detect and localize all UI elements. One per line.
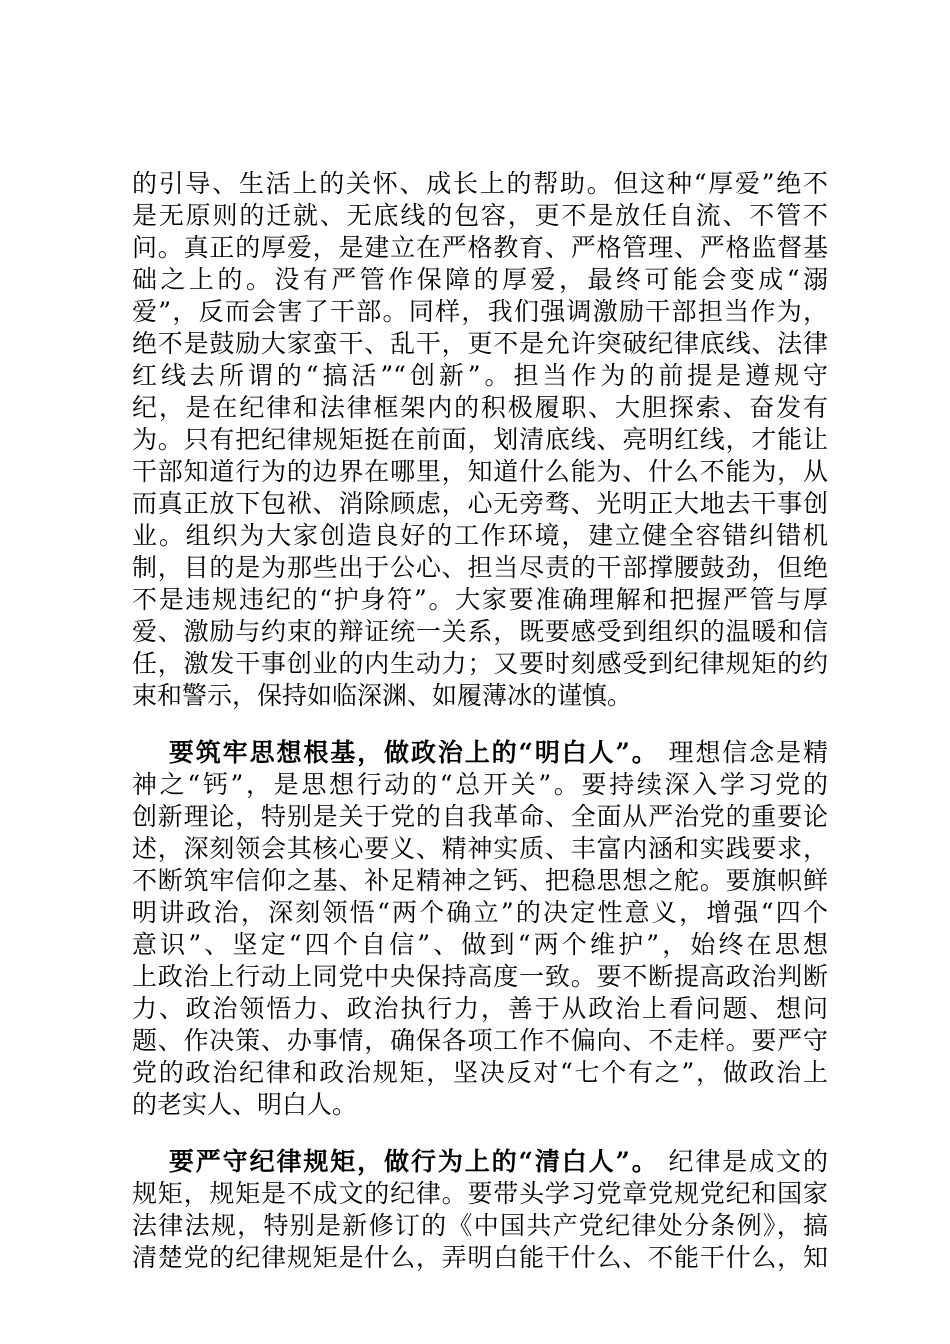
text-line: 清楚党的纪律规矩是什么，弄明白能干什么、不能干什么，知 <box>132 1243 828 1272</box>
text-line: 的引导、生活上的关怀、成长上的帮助。但这种“厚爱”绝不 <box>132 169 828 198</box>
text-line: 的老实人、明白人。 <box>132 1090 358 1119</box>
text-line: 红线去所谓的“搞活”“创新”。担当作为的前提是遵规守 <box>132 361 828 390</box>
paragraph-3 <box>132 1146 828 1274</box>
text-line: 爱、激励与约束的辩证统一关系，既要感受到组织的温暖和信 <box>132 617 828 646</box>
text-line: 纪，是在纪律和法律框架内的积极履职、大胆探索、奋发有 <box>132 393 828 422</box>
text-line: 力、政治领悟力、政治执行力，善于从政治上看问题、想问 <box>132 994 828 1023</box>
text-line: 意识”、坚定“四个自信”、做到“两个维护”，始终在思想 <box>132 930 828 959</box>
text-run: 理想信念是精 <box>658 738 828 767</box>
text-line: 是无原则的迁就、无底线的包容，更不是放任自流、不管不 <box>132 201 828 230</box>
text-line: 述，深刻领会其核心要义、精神实质、丰富内涵和实践要求， <box>132 834 828 863</box>
paragraph-first-line <box>132 1146 828 1178</box>
text-line: 党的政治纪律和政治规矩，坚决反对“七个有之”，做政治上 <box>132 1058 828 1087</box>
section-heading: 要筑牢思想根基，做政治上的“明白人”。 <box>167 738 659 767</box>
section-heading: 要严守纪律规矩，做行为上的“清白人”。 <box>167 1147 659 1176</box>
text-line: 神之“钙”，是思想行动的“总开关”。要持续深入学习党的 <box>132 770 828 799</box>
text-line: 干部知道行为的边界在哪里，知道什么能为、什么不能为，从 <box>132 457 828 486</box>
text-line: 制，目的是为那些出于公心、担当尽责的干部撑腰鼓劲，但绝 <box>132 553 828 582</box>
text-line: 爱”，反而会害了干部。同样，我们强调激励干部担当作为， <box>132 297 828 326</box>
paragraph-first-line <box>132 737 828 769</box>
paragraph-gap <box>132 1121 828 1146</box>
text-run: 纪律是成文的 <box>658 1147 828 1176</box>
text-line: 创新理论，特别是关于党的自我革命、全面从严治党的重要论 <box>132 802 828 831</box>
text-line: 题、作决策、办事情，确保各项工作不偏向、不走样。要严守 <box>132 1026 828 1055</box>
text-line: 规矩，规矩是不成文的纪律。要带头学习党章党规党纪和国家 <box>132 1179 828 1208</box>
text-line: 任，激发干事创业的内生动力；又要时刻感受到纪律规矩的约 <box>132 649 828 678</box>
text-line: 绝不是鼓励大家蛮干、乱干，更不是允许突破纪律底线、法律 <box>132 329 828 358</box>
text-line: 束和警示，保持如临深渊、如履薄冰的谨慎。 <box>132 681 633 710</box>
text-line: 不断筑牢信仰之基、补足精神之钙、把稳思想之舵。要旗帜鲜 <box>132 866 828 895</box>
text-line: 础之上的。没有严管作保障的厚爱，最终可能会变成“溺 <box>132 265 828 294</box>
text-line: 明讲政治，深刻领悟“两个确立”的决定性意义，增强“四个 <box>132 898 828 927</box>
text-line: 不是违规违纪的“护身符”。大家要准确理解和把握严管与厚 <box>132 585 828 614</box>
text-line: 法律法规，特别是新修订的《中国共产党纪律处分条例》，搞 <box>132 1211 828 1240</box>
paragraph-2 <box>132 737 828 1121</box>
text-line: 为。只有把纪律规矩挺在前面，划清底线、亮明红线，才能让 <box>132 425 828 454</box>
document-page <box>132 168 828 1274</box>
text-line: 而真正放下包袱、消除顾虑，心无旁骛、光明正大地去干事创 <box>132 489 828 518</box>
paragraph-1 <box>132 168 828 712</box>
text-line: 上政治上行动上同党中央保持高度一致。要不断提高政治判断 <box>132 962 828 991</box>
paragraph-gap <box>132 712 828 737</box>
text-line: 问。真正的厚爱，是建立在严格教育、严格管理、严格监督基 <box>132 233 828 262</box>
text-line: 业。组织为大家创造良好的工作环境，建立健全容错纠错机 <box>132 521 828 550</box>
